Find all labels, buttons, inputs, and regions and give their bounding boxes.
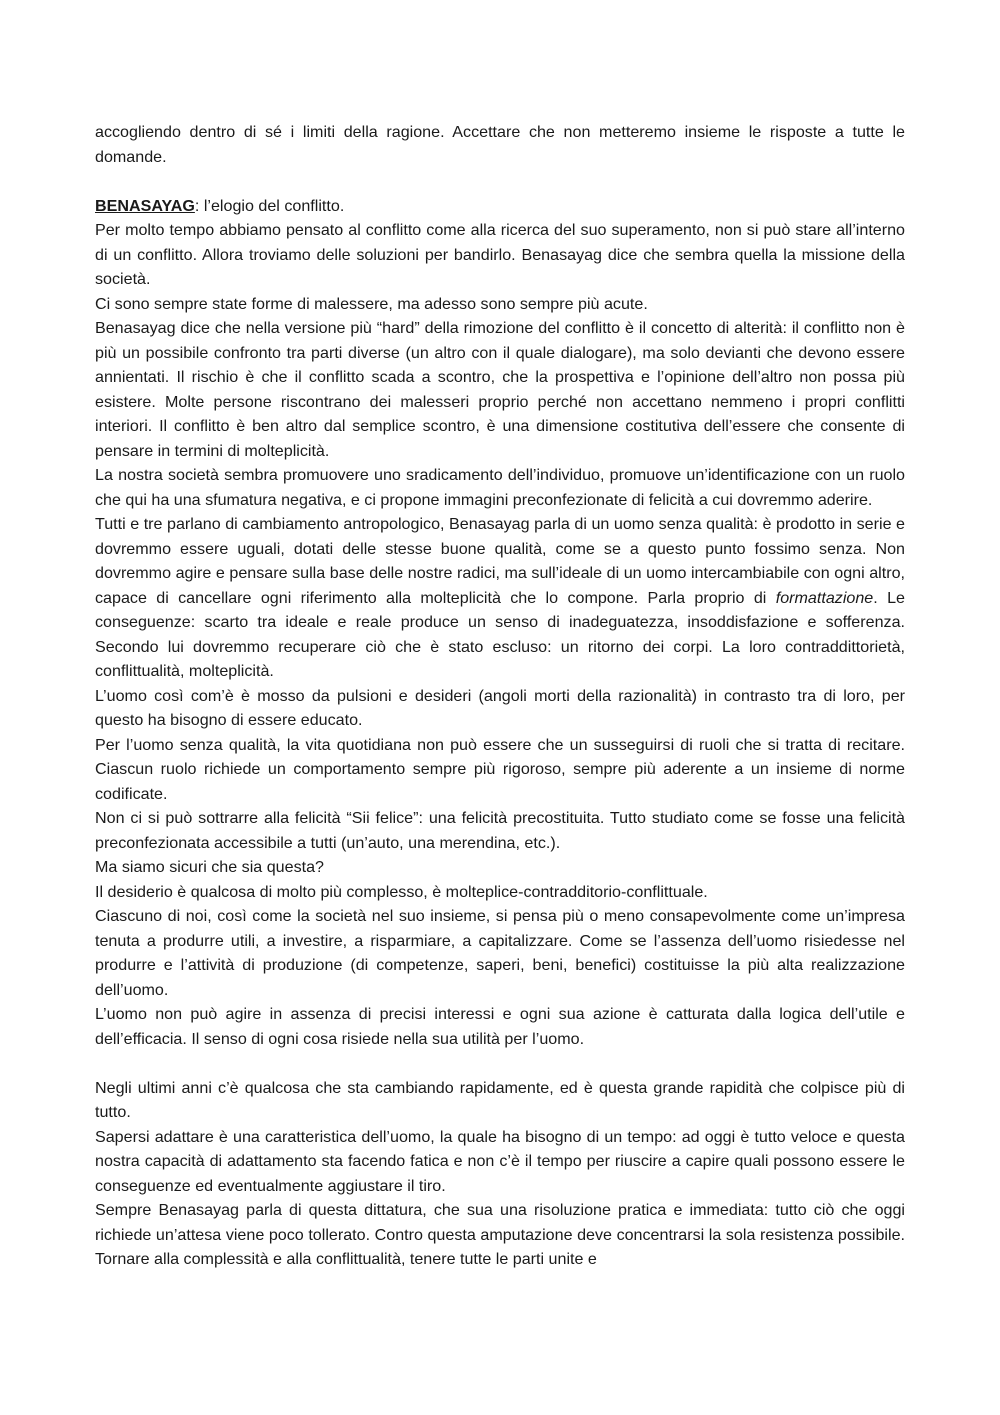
paragraph-5-part-b: . Le conseguenze: scarto tra ideale e reale produce un senso di inadeguatezza, insoddisfazione e sofferenza. Secondo lui dovremmo recuperare ciò che è stato escluso: un ritorno dei corpi. La loro contraddittorietà, conflittualità, molteplicità. [95,588,905,680]
intro-paragraph: accogliendo dentro di sé i limiti della ragione. Accettare che non metteremo insieme le risposte a tutte le domande. [95,123,905,166]
paragraph-8: Non ci si può sottrarre alla felicità “Sii felice”: una felicità precostituita. Tutto studiato come se fosse una felicità preconfezionata accessibile a tutti (un’auto, una merendina, etc.). [95,809,905,852]
paragraph-5-part-a: Tutti e tre parlano di cambiamento antropologico, Benasayag parla di un uomo senza qualità: è prodotto in serie e dovremmo essere uguali, dotati delle stesse buone qualità, come se a questo punto fossimo senza. Non dovremmo agire e pensare sulla base delle nostre radici, ma sull’ideale di un uomo intercambiabile con ogni altro, capace di cancellare ogni riferimento alla molteplicità che lo compone. Parla proprio di [95,515,905,607]
paragraph-5 [95,512,905,684]
section-heading [95,194,905,219]
paragraph-9: Ma siamo sicuri che sia questa? [95,858,324,876]
paragraph-2: Ci sono sempre state forme di malessere, ma adesso sono sempre più acute. [95,294,648,313]
heading-subtitle: : l’elogio del conflitto. [194,196,345,215]
paragraph-12: L’uomo non può agire in assenza di precisi interessi e ogni sua azione è catturata dalla logica dell’utile e dell’efficacia. Il senso di ogni cosa risiede nella sua utilità per l’uomo. [95,1005,905,1048]
paragraph-gap [95,169,905,194]
paragraph-10: Il desiderio è qualcosa di molto più complesso, è molteplice-contradditorio-conflittuale. [95,882,708,901]
paragraph-4: La nostra società sembra promuovere uno sradicamento dell’individuo, promuove un’identificazione con un ruolo che qui ha una sfumatura negativa, e ci propone immagini preconfezionate di felicità a cui dovremmo aderire. [95,466,905,509]
paragraph-gap [95,1051,905,1076]
paragraph-15: Sempre Benasayag parla di questa dittatura, che sua una risoluzione pratica e immediata: tutto ciò che oggi richiede un’attesa viene poco tollerato. Contro questa amputazione deve concentrarsi la sola resistenza possibile. Tornare alla complessità e alla conflittualità, tenere tutte le parti unite e [95,1201,905,1268]
paragraph-11: Ciascuno di noi, così come la società nel suo insieme, si pensa più o meno consapevolmente come un’impresa tenuta a produrre utili, a investire, a risparmiare, a capitalizzare. Come se l’assenza dell’uomo risiedesse nel produrre e l’attività di produzione (di competenze, saperi, beni, benefici) costituisse la più alta realizzazione dell’uomo. [95,907,905,999]
document-page [95,120,905,1272]
heading-term: BENASAYAG [95,196,195,215]
paragraph-13: Negli ultimi anni c’è qualcosa che sta cambiando rapidamente, ed è questa grande rapidità che colpisce più di tutto. [95,1078,905,1121]
paragraph-3: Benasayag dice che nella versione più “hard” della rimozione del conflitto è il concetto di alterità: il conflitto non è più un possibile confronto tra parti diverse (un altro con il quale dialogare), ma solo devianti che devono essere annientati. Il rischio è che il conflitto scada a scontro, che la prospettiva e l’opinione dell’altro non possa più esistere. Molte persone riscontrano dei malesseri proprio perché non accettano nemmeno i propri conflitti interiori. Il conflitto è ben altro dal semplice scontro, è una dimensione costitutiva dell’essere che consente di pensare in termini di molteplicità. [95,319,905,460]
paragraph-14: Sapersi adattare è una caratteristica dell’uomo, la quale ha bisogno di un tempo: ad oggi è tutto veloce e questa nostra capacità di adattamento sta facendo fatica e non c’è il tempo per riuscire a capire quali possono essere le conseguenze ed eventualmente aggiustare il tiro. [95,1127,905,1195]
paragraph-6: L’uomo così com’è è mosso da pulsioni e desideri (angoli morti della razionalità) in contrasto tra di loro, per questo ha bisogno di essere educato. [95,686,905,729]
paragraph-7: Per l’uomo senza qualità, la vita quotidiana non può essere che un susseguirsi di ruoli che si tratta di recitare. Ciascun ruolo richiede un comportamento sempre più rigoroso, sempre più aderente a un insieme di norme codificate. [95,735,905,803]
italic-term: formattazione [775,588,874,607]
paragraph-1: Per molto tempo abbiamo pensato al conflitto come alla ricerca del suo superamento, non si può stare all’interno di un conflitto. Allora troviamo delle soluzioni per bandirlo. Benasayag dice che sembra quella la missione della società. [95,221,905,288]
